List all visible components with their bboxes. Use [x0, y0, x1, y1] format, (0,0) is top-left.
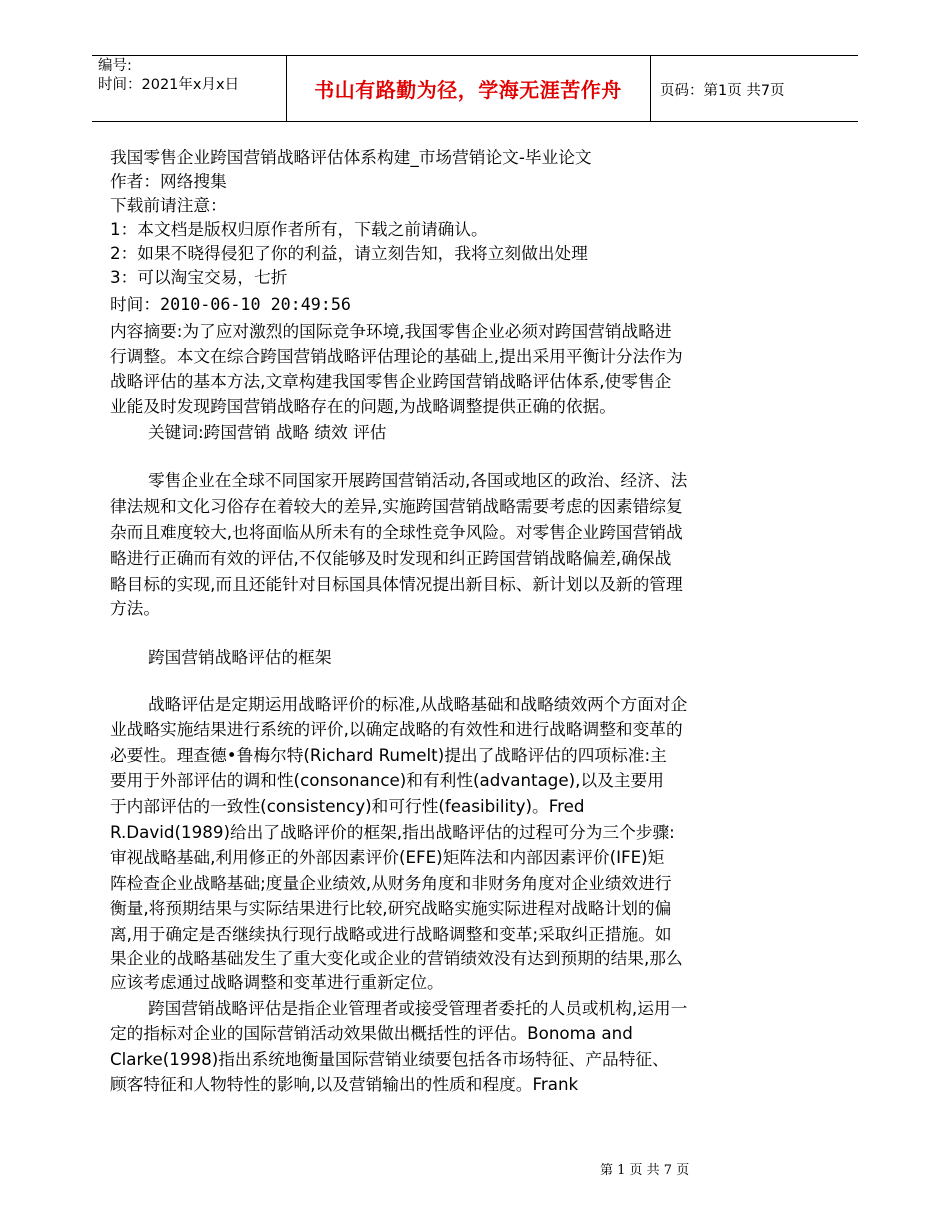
header-date: 时间：2021年x月x日: [98, 77, 240, 93]
paragraph-line: 跨国营销战略评估是指企业管理者或接受管理者委托的人员或机构,运用一: [148, 998, 688, 1018]
intro-line: 律法规和文化习俗存在着较大的差异,实施跨国营销战略需要考虑的因素错综复: [110, 496, 683, 516]
keywords: 关键词:跨国营销 战略 绩效 评估: [148, 422, 387, 442]
header-bottom-rule: [92, 121, 858, 122]
intro-line: 零售企业在全球不同国家开展跨国营销活动,各国或地区的政治、经济、法: [148, 470, 688, 490]
paragraph-line: 应该考虑通过战略调整和变革进行重新定位。: [110, 972, 444, 992]
notice-item-2: 2：如果不晓得侵犯了你的利益，请立刻告知，我将立刻做出处理: [110, 243, 588, 263]
abstract-line: 内容摘要:为了应对激烈的国际竞争环境,我国零售企业必须对跨国营销战略进: [110, 321, 672, 341]
section-heading: 跨国营销战略评估的框架: [148, 647, 332, 667]
header-top-rule: [92, 55, 858, 56]
header-meta: [98, 57, 283, 95]
abstract-line: 业能及时发现跨国营销战略存在的问题,为战略调整提供正确的依据。: [110, 396, 616, 416]
header-divider-right: [650, 55, 651, 121]
paragraph-line: 果企业的战略基础发生了重大变化或企业的营销绩效没有达到预期的结果,那么: [110, 948, 683, 968]
intro-line: 杂而且难度较大,也将面临从所未有的全球性竞争风险。对零售企业跨国营销战: [110, 522, 683, 542]
paragraph-line: 顾客特征和人物特性的影响,以及营销输出的性质和程度。Frank: [110, 1074, 579, 1094]
paragraph-line: 衡量,将预期结果与实际结果进行比较,研究战略实施实际进程对战略计划的偏: [110, 898, 672, 918]
paragraph-line: 阵检查企业战略基础;度量企业绩效,从财务角度和非财务角度对企业绩效进行: [110, 873, 672, 893]
notice-heading: 下载前请注意：: [110, 195, 227, 215]
notice-item-3: 3：可以淘宝交易，七折: [110, 267, 288, 287]
document-author: 作者：网络搜集: [110, 171, 227, 191]
header-motto: 书山有路勤为径，学海无涯苦作舟: [314, 78, 622, 102]
intro-line: 略进行正确而有效的评估,不仅能够及时发现和纠正跨国营销战略偏差,确保战: [110, 548, 672, 568]
paragraph-line: 审视战略基础,利用修正的外部因素评价(EFE)矩阵法和内部因素评价(IFE)矩: [110, 847, 665, 867]
paragraph-line: 要用于外部评估的调和性(consonance)和有利性(advantage),以及主要用: [110, 770, 664, 790]
page-footer: 第 1 页 共 7 页: [600, 1163, 690, 1178]
serial-number-label: 编号:: [98, 58, 132, 74]
intro-line: 略目标的实现,而且还能针对目标国具体情况提出新目标、新计划以及新的管理: [110, 574, 683, 594]
paragraph-line: 必要性。理查德•鲁梅尔特(Richard Rumelt)提出了战略评估的四项标准:主: [110, 745, 667, 765]
paragraph-line: 战略评估是定期运用战略评价的标准,从战略基础和战略绩效两个方面对企: [148, 694, 688, 714]
header-page-info: 页码：第1页 共7页: [660, 83, 785, 99]
abstract-line: 行调整。本文在综合跨国营销战略评估理论的基础上,提出采用平衡计分法作为: [110, 346, 683, 366]
paragraph-line: 离,用于确定是否继续执行现行战略或进行战略调整和变革;采取纠正措施。如: [110, 924, 672, 944]
paragraph-line: Clarke(1998)指出系统地衡量国际营销业绩要包括各市场特征、产品特征、: [110, 1049, 669, 1069]
document-title: 我国零售企业跨国营销战略评估体系构建_市场营销论文-毕业论文: [110, 147, 592, 167]
paragraph-line: 于内部评估的一致性(consistency)和可行性(feasibility)。Fred: [110, 796, 585, 816]
document-timestamp: 时间：2010-06-10 20:49:56: [110, 294, 351, 314]
intro-line: 方法。: [110, 598, 161, 618]
header-divider-left: [286, 55, 287, 121]
paragraph-line: 定的指标对企业的国际营销活动效果做出概括性的评估。Bonoma and: [110, 1023, 633, 1043]
paragraph-line: R.David(1989)给出了战略评价的框架,指出战略评估的过程可分为三个步骤:: [110, 822, 675, 842]
paragraph-line: 业战略实施结果进行系统的评价,以确定战略的有效性和进行战略调整和变革的: [110, 719, 683, 739]
notice-item-1: 1：本文档是版权归原作者所有，下载之前请确认。: [110, 219, 488, 239]
abstract-line: 战略评估的基本方法,文章构建我国零售企业跨国营销战略评估体系,使零售企: [110, 371, 672, 391]
